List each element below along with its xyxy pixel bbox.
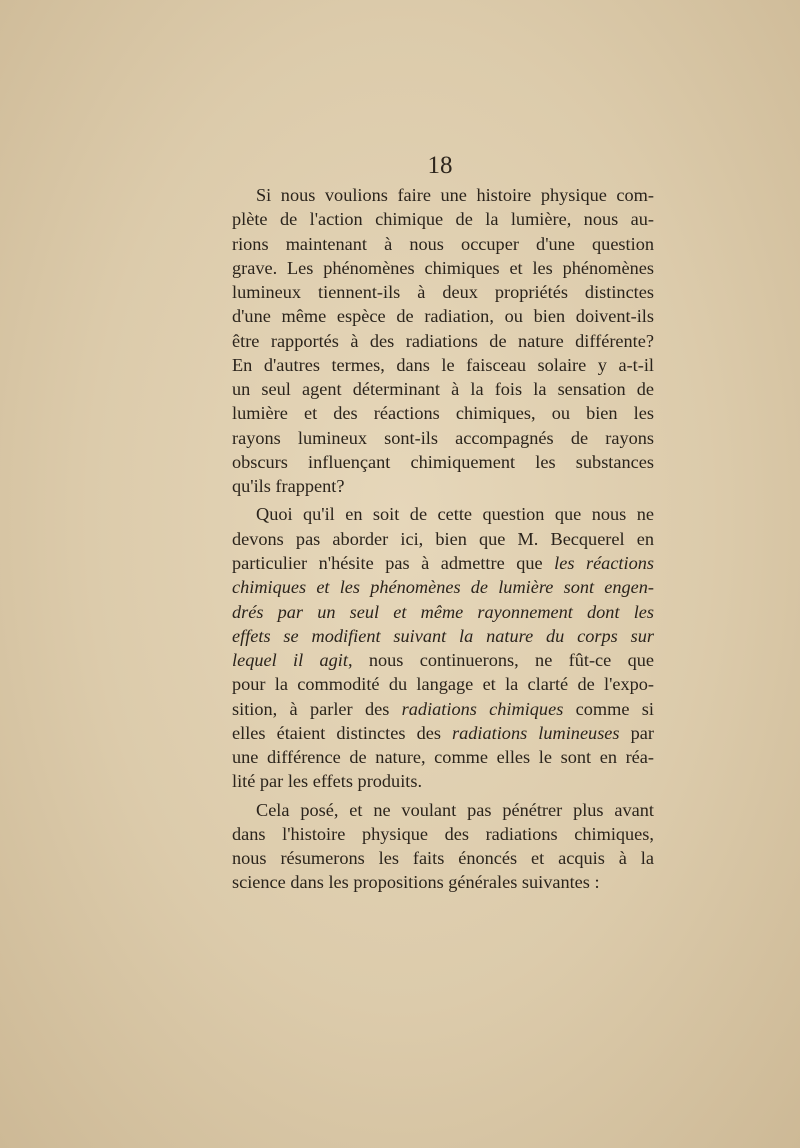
text-segment: une différence de nature, comme elles le sont en réa- — [232, 747, 654, 768]
paragraph — [232, 798, 654, 895]
text-segment: lité par les effets produits. — [232, 771, 423, 792]
text-line — [232, 256, 654, 280]
text-segment: lumineux tiennent-ils à deux propriétés distinctes — [232, 282, 654, 303]
text-segment: rions maintenant à nous occuper d'une question — [232, 233, 654, 254]
text-line — [232, 870, 654, 894]
text-segment: science dans les propositions générales suivantes : — [232, 872, 600, 893]
italic-text: lequel il agit — [232, 650, 348, 671]
text-segment: plète de l'action chimique de la lumière, nous au- — [232, 209, 654, 230]
text-line — [232, 353, 654, 377]
text-line — [232, 624, 654, 648]
text-segment: pour la commodité du langage et la clarté de l'expo- — [232, 674, 654, 695]
text-segment: En d'autres termes, dans le faisceau solaire y a-t-il — [232, 354, 654, 375]
body-text — [232, 183, 654, 895]
italic-text: les réactions — [554, 552, 654, 573]
text-line — [232, 207, 654, 231]
text-line — [232, 551, 654, 575]
text-segment: lumière et des réactions chimiques, ou bien les — [232, 403, 654, 424]
text-segment: d'une même espèce de radiation, ou bien doivent-ils — [232, 306, 654, 327]
text-segment: grave. Les phénomènes chimiques et les phénomènes — [232, 257, 654, 278]
text-line — [232, 502, 654, 526]
paragraph — [232, 183, 654, 498]
text-line — [232, 329, 654, 353]
text-segment: par — [619, 722, 654, 743]
italic-text: radiations lumineuses — [452, 722, 620, 743]
page-number: 18 — [427, 152, 453, 179]
text-line — [232, 527, 654, 551]
text-line — [232, 721, 654, 745]
text-line — [232, 648, 654, 672]
text-line — [232, 183, 654, 207]
text-segment: , nous continuerons, ne fût-ce que — [347, 650, 654, 671]
text-segment: rayons lumineux sont-ils accompagnés de rayons — [232, 427, 654, 448]
text-line — [232, 304, 654, 328]
text-line — [232, 798, 654, 822]
text-segment: Si nous voulions faire une histoire physique com- — [256, 185, 654, 205]
italic-text: radiations chimiques — [401, 698, 564, 719]
text-line — [232, 575, 654, 599]
text-line — [232, 745, 654, 769]
text-line — [232, 600, 654, 624]
text-line — [232, 280, 654, 304]
text-line — [232, 426, 654, 450]
text-line — [232, 232, 654, 256]
text-segment: devons pas aborder ici, bien que M. Becquerel en — [232, 528, 654, 549]
text-segment: un seul agent déterminant à la fois la sensation de — [232, 379, 654, 400]
text-segment: Quoi qu'il en soit de cette question que nous ne — [256, 504, 654, 525]
text-line — [232, 822, 654, 846]
paragraph — [232, 502, 654, 793]
text-line — [232, 377, 654, 401]
text-line — [232, 401, 654, 425]
text-segment: Cela posé, et ne voulant pas pénétrer plus avant — [256, 799, 654, 820]
text-segment: être rapportés à des radiations de nature différente? — [232, 330, 654, 351]
text-line — [232, 846, 654, 870]
text-segment: elles étaient distinctes des — [232, 722, 453, 743]
italic-text: drés par un seul et même rayonnement dont les — [232, 601, 654, 622]
text-segment: comme si — [563, 698, 654, 719]
text-line — [232, 474, 654, 498]
text-segment: obscurs influençant chimiquement les substances — [232, 451, 654, 472]
text-segment: qu'ils frappent? — [232, 476, 345, 497]
text-segment: dans l'histoire physique des radiations chimiques, — [232, 823, 654, 844]
text-segment: particulier n'hésite pas à admettre que — [232, 552, 555, 573]
text-line — [232, 672, 654, 696]
text-line — [232, 769, 654, 793]
text-line — [232, 450, 654, 474]
text-line — [232, 697, 654, 721]
text-segment: sition, à parler des — [232, 698, 402, 719]
text-segment: nous résumerons les faits énoncés et acquis à la — [232, 848, 654, 869]
italic-text: chimiques et les phénomènes de lumière sont engen- — [232, 577, 654, 598]
italic-text: effets se modifient suivant la nature du corps sur — [232, 625, 654, 646]
